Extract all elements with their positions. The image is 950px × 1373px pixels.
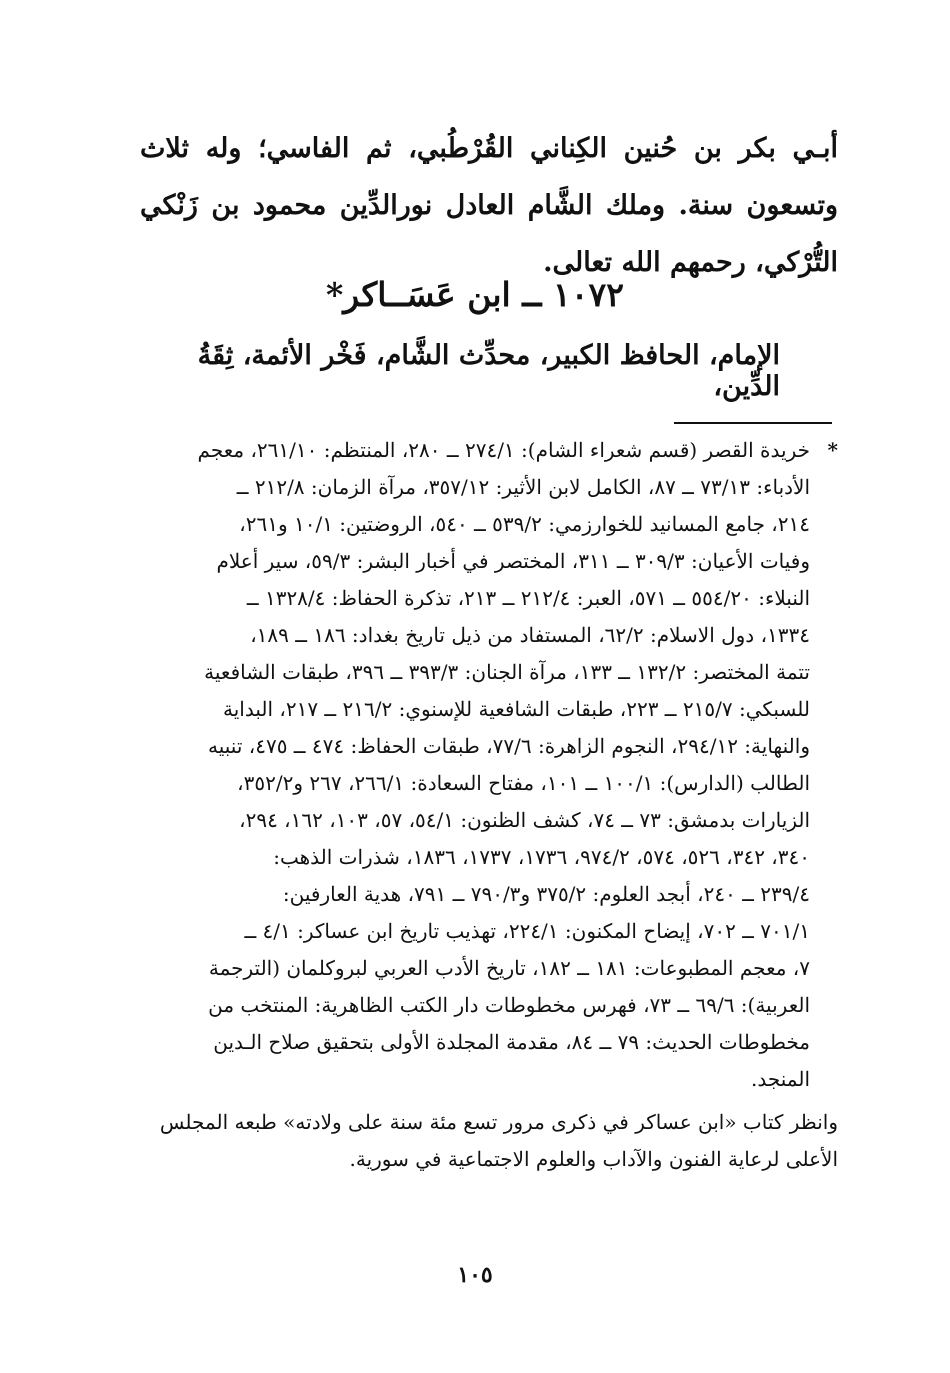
footnote-line: وانظر كتاب «ابن عساكر في ذكرى مرور تسع مئة سنة على ولادته» طبعه المجلس (159, 1110, 838, 1134)
footnote-line: تتمة المختصر: ١٣٢/٢ ــ ١٣٣، مرآة الجنان: ٣٩٣/٣ ــ ٣٩٦، طبقات الشافعية (204, 660, 810, 684)
footnote-marker: * (827, 438, 838, 462)
entry-epithets: الإمام، الحافظ الكبير، محدِّث الشَّام، فَخْر الأئمة، ثِقَةُ الدِّين، (197, 340, 780, 402)
footnote-line: العربية): ٦٩/٦ ــ ٧٣، فهرس مخطوطات دار الكتب الظاهرية: المنتخب من (208, 993, 810, 1017)
footnote-line: الزيارات بدمشق: ٧٣ ــ ٧٤، كشف الظنون: ٥٤/١، ٥٧، ١٠٣، ١٦٢، ٢٩٤، (239, 808, 810, 832)
footnote-line: وفيات الأعيان: ٣٠٩/٣ ــ ٣١١، المختصر في أخبار البشر: ٥٩/٣، سير أعلام (216, 549, 810, 573)
footnote-line: مخطوطات الحديث: ٧٩ ــ ٨٤، مقدمة المجلدة الأولى بتحقيق صلاح الـدين (213, 1030, 810, 1054)
footnote-line: الطالب (الدارس): ١٠٠/١ ــ ١٠١، مفتاح السعادة: ٢٦٦/١، ٢٦٧ و٣٥٢/٢، (237, 771, 810, 795)
footnote-line: ١٣٣٤، دول الاسلام: ٦٢/٢، المستفاد من ذيل تاريخ بغداد: ١٨٦ ــ ١٨٩، (250, 623, 810, 647)
footnote-line: للسبكي: ٢١٥/٧ ــ ٢٢٣، طبقات الشافعية للإسنوي: ٢١٦/٢ ــ ٢١٧، البداية (222, 697, 810, 721)
footnote-line: ٣٤٠، ٣٤٢، ٥٢٦، ٥٧٤، ٩٧٤/٢، ١٧٣٦، ١٧٣٧، ١٨٣٦، شذرات الذهب: (273, 845, 810, 869)
footnote-sources (140, 432, 838, 1098)
footnote-line: المنجد. (750, 1067, 810, 1091)
footnote-line: ٧٠١/١ ــ ٧٠٢، إيضاح المكنون: ٢٢٤/١، تهذيب تاريخ ابن عساكر: ٤/١ ــ (244, 919, 810, 943)
body-paragraph-text: أبـي بكر بن حُنين الكِناني القُرْطُبي، ثم الفاسي؛ وله ثلاث وتسعون سنة. وملك الشَّام العادل نورالدِّين محمود بن زَنْكي التُّرْكي، رحمهم الله تعالى. (140, 133, 838, 278)
footnote-separator (674, 422, 832, 424)
footnote-line: والنهاية: ٢٩٤/١٢، النجوم الزاهرة: ٧٧/٦، طبقات الحفاظ: ٤٧٤ ــ ٤٧٥، تنبيه (207, 734, 810, 758)
body-paragraph (140, 120, 838, 291)
footnote-line: ٧، معجم المطبوعات: ١٨١ ــ ١٨٢، تاريخ الأدب العربي لبروكلمان (الترجمة (208, 956, 810, 980)
footnote-line: الأعلى لرعاية الفنون والآداب والعلوم الاجتماعية في سورية. (349, 1147, 838, 1171)
footnote-line: الأدباء: ٧٣/١٣ ــ ٨٧، الكامل لابن الأثير: ٣٥٧/١٢، مرآة الزمان: ٢١٢/٨ ــ (236, 475, 810, 499)
footnote-see-also (140, 1104, 838, 1178)
entry-heading: ١٠٧٢ ــ ابن عَسَــاكر* (326, 275, 624, 314)
footnote-line: خريدة القصر (قسم شعراء الشام): ٢٧٤/١ ــ ٢٨٠، المنتظم: ٢٦١/١٠، معجم (197, 438, 810, 462)
page-number: ١٠٥ (457, 1262, 493, 1288)
footnote-line: النبلاء: ٥٥٤/٢٠ ــ ٥٧١، العبر: ٢١٢/٤ ــ ٢١٣، تذكرة الحفاظ: ١٣٢٨/٤ ــ (246, 586, 810, 610)
footnote-line: ٢٣٩/٤ ــ ٢٤٠، أبجد العلوم: ٣٧٥/٢ و٧٩٠/٣ ــ ٧٩١، هدية العارفين: (282, 882, 810, 906)
footnote-line: ٢١٤، جامع المسانيد للخوارزمي: ٥٣٩/٢ ــ ٥٤٠، الروضتين: ١٠/١ و٢٦١، (239, 512, 810, 536)
footnote (140, 432, 838, 1178)
